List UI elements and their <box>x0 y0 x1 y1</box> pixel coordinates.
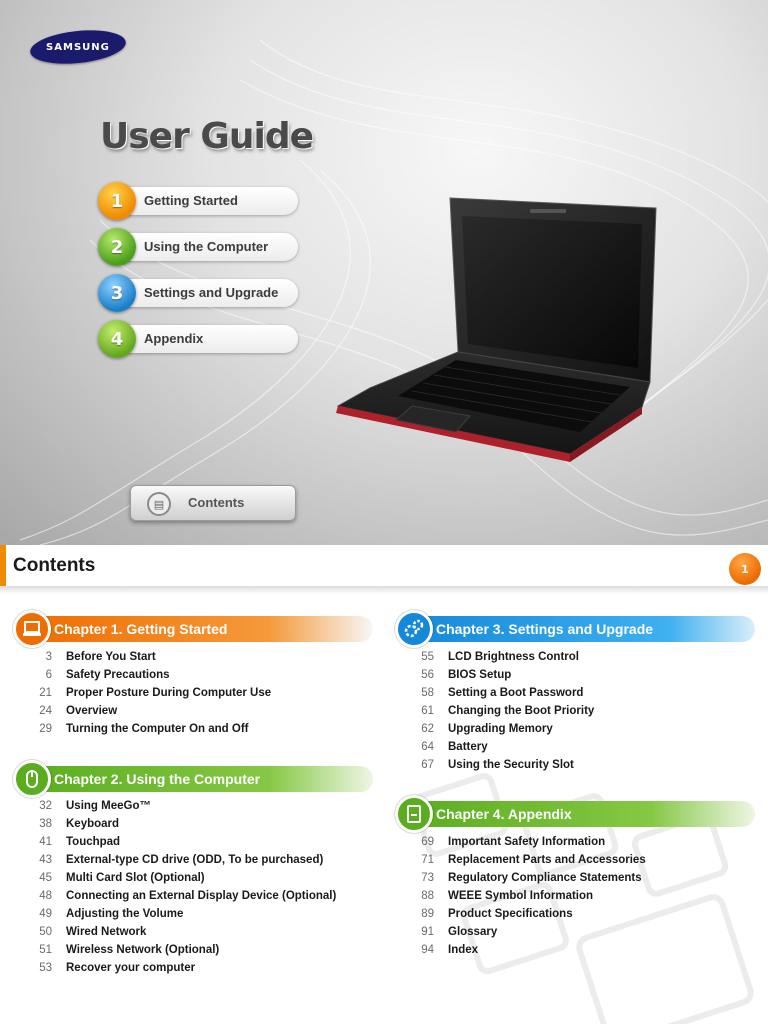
toc-entry[interactable] <box>26 816 376 834</box>
toc-entry-title[interactable]: Changing the Boot Priority <box>448 705 595 717</box>
laptop-image <box>330 192 660 467</box>
toc-page-number: 94 <box>421 944 434 956</box>
toc-page-number: 38 <box>39 818 52 830</box>
accent-strip <box>0 545 6 589</box>
cover-chapter-label: Getting Started <box>144 193 238 208</box>
toc-entry-title[interactable]: BIOS Setup <box>448 669 512 681</box>
toc-entry[interactable] <box>26 667 366 685</box>
chapter-number-badge: 2 <box>98 228 136 266</box>
toc-entry[interactable] <box>408 924 748 942</box>
toc-entry-title[interactable]: WEEE Symbol Information <box>448 890 594 902</box>
toc-page-number: 24 <box>39 705 52 717</box>
toc-entry[interactable] <box>408 888 748 906</box>
toc-page-number: 45 <box>39 872 52 884</box>
chapter-number-badge: 1 <box>98 182 136 220</box>
toc-page-number: 89 <box>421 908 434 920</box>
toc-page-number: 62 <box>421 723 434 735</box>
toc-entry[interactable] <box>408 649 748 667</box>
toc-entry-title[interactable]: Using the Security Slot <box>448 759 574 771</box>
toc-entry[interactable] <box>26 649 366 667</box>
toc-page-number: 32 <box>39 800 52 812</box>
toc-entry-title[interactable]: Overview <box>66 705 118 717</box>
toc-entry-title[interactable]: Safety Precautions <box>66 669 170 681</box>
toc-entry[interactable] <box>26 924 376 942</box>
toc-entry-title[interactable]: Multi Card Slot (Optional) <box>66 872 205 884</box>
toc-page-number: 51 <box>39 944 52 956</box>
toc-entry-title[interactable]: Touchpad <box>66 836 121 848</box>
toc-entry[interactable] <box>26 942 376 960</box>
divider <box>0 586 768 594</box>
toc-entry-title[interactable]: External-type CD drive (ODD, To be purchased) <box>66 854 324 866</box>
chapter-2-header[interactable] <box>13 766 373 792</box>
toc-entry-title[interactable]: Product Specifications <box>448 908 573 920</box>
toc-entry[interactable] <box>26 703 366 721</box>
chapter-1-list <box>26 649 366 739</box>
chapter-3-header[interactable] <box>395 616 755 642</box>
toc-entry-title[interactable]: Setting a Boot Password <box>448 687 584 699</box>
toc-page-number: 50 <box>39 926 52 938</box>
toc-entry-title[interactable]: Wired Network <box>66 926 147 938</box>
toc-entry-title[interactable]: Replacement Parts and Accessories <box>448 854 646 866</box>
toc-page-number: 69 <box>421 836 434 848</box>
toc-entry[interactable] <box>26 852 376 870</box>
toc-entry-title[interactable]: Regulatory Compliance Statements <box>448 872 642 884</box>
chapter-number-badge: 3 <box>98 274 136 312</box>
chapter-number-badge: 4 <box>98 320 136 358</box>
page-title: Contents <box>13 555 96 576</box>
contents-button[interactable] <box>130 485 296 521</box>
toc-page-number: 58 <box>421 687 434 699</box>
toc-page-number: 53 <box>39 962 52 974</box>
book-icon: ▤ <box>147 492 171 516</box>
toc-entry[interactable] <box>408 667 748 685</box>
contents-button-label: Contents <box>188 495 245 510</box>
toc-page-number: 61 <box>421 705 434 717</box>
chapter-2-list <box>26 798 376 978</box>
toc-entry-title[interactable]: Battery <box>448 741 488 753</box>
chapter-title: Chapter 2. Using the Computer <box>54 771 261 787</box>
toc-entry[interactable] <box>26 960 376 978</box>
toc-entry[interactable] <box>408 703 748 721</box>
logo-text: SAMSUNG <box>46 41 110 53</box>
toc-page-number: 49 <box>39 908 52 920</box>
toc-page-number: 88 <box>421 890 434 902</box>
cover-chapter-label: Settings and Upgrade <box>144 285 279 300</box>
chapter-3-list <box>408 649 748 775</box>
chapter-title: Chapter 3. Settings and Upgrade <box>436 621 654 637</box>
toc-entry[interactable] <box>408 870 748 888</box>
toc-page-number: 91 <box>421 926 434 938</box>
toc-entry[interactable] <box>26 685 366 703</box>
toc-entry-title[interactable]: Using MeeGo™ <box>66 800 151 812</box>
toc-entry[interactable] <box>408 834 748 852</box>
toc-entry-title[interactable]: Adjusting the Volume <box>66 908 184 920</box>
toc-entry-title[interactable]: Important Safety Information <box>448 836 606 848</box>
gears-icon <box>395 610 433 648</box>
toc-entry-title[interactable]: Connecting an External Display Device (Optional) <box>66 890 337 902</box>
toc-page-number: 41 <box>39 836 52 848</box>
mouse-icon <box>13 760 51 798</box>
cover-chapter-label: Using the Computer <box>144 239 269 254</box>
toc-page-number: 48 <box>39 890 52 902</box>
toc-entry[interactable] <box>408 942 748 960</box>
toc-entry-title[interactable]: Turning the Computer On and Off <box>66 723 249 735</box>
chapter-title: Chapter 4. Appendix <box>436 806 572 822</box>
cover-title: User Guide <box>100 116 314 157</box>
document-icon <box>395 795 433 833</box>
cover-chapter-1-button[interactable] <box>100 187 298 215</box>
toc-page-number: 29 <box>39 723 52 735</box>
toc-entry[interactable] <box>408 906 748 924</box>
page-number-badge: 1 <box>729 553 761 585</box>
toc-entry-title[interactable]: Proper Posture During Computer Use <box>66 687 272 699</box>
toc-page-number: 43 <box>39 854 52 866</box>
toc-entry-title[interactable]: Index <box>448 944 479 956</box>
toc-entry[interactable] <box>408 685 748 703</box>
cover-chapter-2-button[interactable] <box>100 233 298 261</box>
toc-entry-title[interactable]: Recover your computer <box>66 962 196 974</box>
contents-page <box>0 545 768 1024</box>
toc-entry[interactable] <box>26 834 376 852</box>
toc-entry-title[interactable]: Wireless Network (Optional) <box>66 944 220 956</box>
toc-page-number: 3 <box>45 651 52 663</box>
toc-page-number: 56 <box>421 669 434 681</box>
toc-entry[interactable] <box>408 852 748 870</box>
toc-page-number: 55 <box>421 651 434 663</box>
toc-entry[interactable] <box>408 739 748 757</box>
toc-entry-title[interactable]: LCD Brightness Control <box>448 651 579 663</box>
toc-page-number: 21 <box>39 687 52 699</box>
toc-entry-title[interactable]: Glossary <box>448 926 498 938</box>
toc-entry-title[interactable]: Keyboard <box>66 818 120 830</box>
cover-chapter-3-button[interactable] <box>100 279 298 307</box>
chapter-4-header[interactable] <box>395 801 755 827</box>
toc-entry[interactable] <box>26 798 376 816</box>
chapter-title: Chapter 1. Getting Started <box>54 621 228 637</box>
toc-entry[interactable] <box>26 870 376 888</box>
toc-page-number: 64 <box>421 741 434 753</box>
toc-page-number: 71 <box>421 854 434 866</box>
toc-entry[interactable] <box>408 757 748 775</box>
toc-entry-title[interactable]: Upgrading Memory <box>448 723 553 735</box>
chapter-1-header[interactable] <box>13 616 373 642</box>
toc-page-number: 67 <box>421 759 434 771</box>
laptop-icon <box>13 610 51 648</box>
toc-entry[interactable] <box>26 721 366 739</box>
toc-entry-title[interactable]: Before You Start <box>66 651 156 663</box>
chapter-4-list <box>408 834 748 960</box>
toc-page-number: 6 <box>45 669 52 681</box>
cover-chapter-4-button[interactable] <box>100 325 298 353</box>
toc-entry[interactable] <box>408 721 748 739</box>
toc-page-number: 73 <box>421 872 434 884</box>
cover-chapter-label: Appendix <box>144 331 204 346</box>
toc-entry[interactable] <box>26 888 376 906</box>
toc-entry[interactable] <box>26 906 376 924</box>
